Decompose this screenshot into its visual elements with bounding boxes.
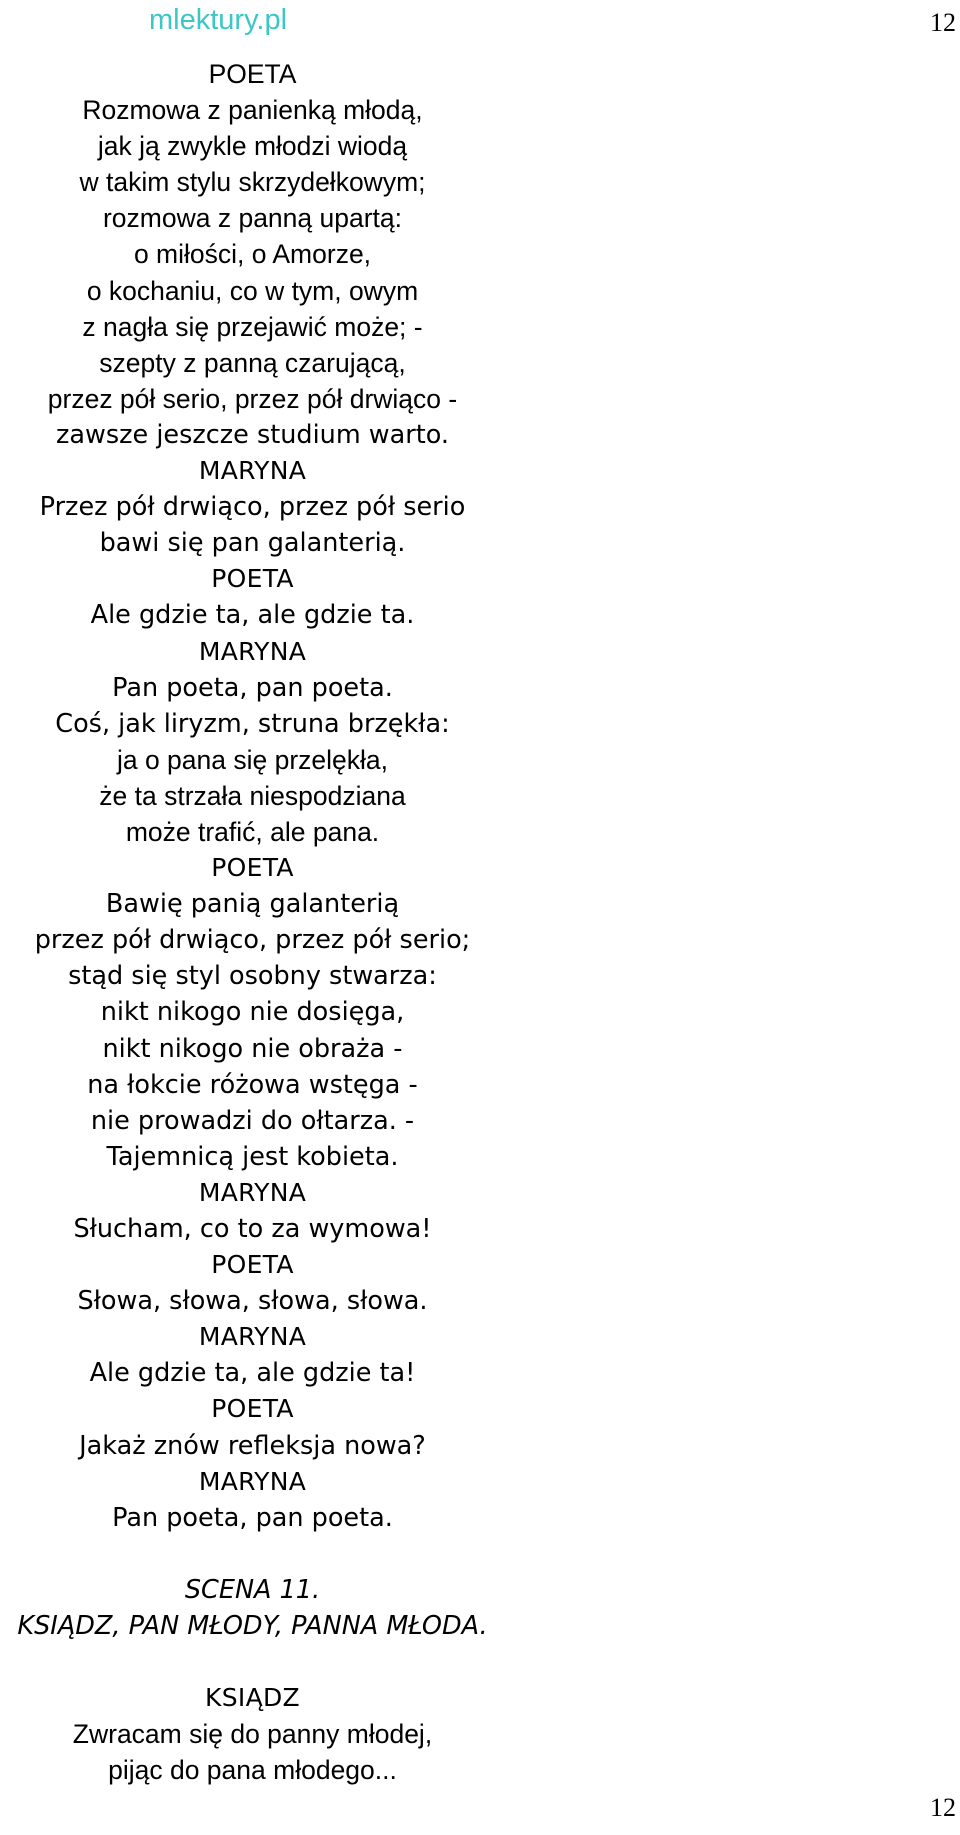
page-number-top: 12 (930, 8, 956, 37)
verse-line: Jakaż znów refleksja nowa? (79, 1430, 426, 1461)
verse-line: z nagła się przejawić może; - (82, 311, 423, 342)
scene-heading: SCENA 11. (184, 1574, 321, 1605)
speaker-name: POETA (211, 1250, 294, 1280)
verse-line: Rozmowa z panienką młodą, (82, 95, 423, 126)
verse-line: na łokcie różowa wstęga - (87, 1069, 418, 1100)
verse-line: pijąc do pana młodego... (108, 1755, 397, 1786)
verse-line: w takim stylu skrzydełkowym; (79, 167, 426, 198)
verse-line: zawsze jeszcze studium warto. (55, 419, 450, 450)
verse-line: Ale gdzie ta, ale gdzie ta! (89, 1358, 416, 1389)
verse-line: Przez pół drwiąco, przez pół serio (39, 492, 466, 523)
verse-line: Bawię panią galanterią (105, 889, 400, 920)
verse-line: może trafić, ale pana. (125, 816, 380, 847)
verse-line: ja o pana się przelękła, (116, 744, 389, 775)
verse-line: Pan poeta, pan poeta. (112, 672, 393, 703)
speaker-name: KSIĄDZ (205, 1683, 300, 1713)
speaker-name: MARYNA (198, 636, 307, 666)
verse-line: stąd się styl osobny stwarza: (68, 961, 437, 992)
verse-line: Ale gdzie ta, ale gdzie ta. (90, 600, 415, 631)
verse-line: jak ją zwykle młodzi wiodą (97, 131, 408, 162)
verse-line: że ta strzała niespodziana (99, 780, 406, 811)
verse-line: Coś, jak liryzm, struna brzękła: (55, 708, 450, 739)
verse-line: o miłości, o Amorze, (133, 239, 372, 270)
verse-line: nie prowadzi do ołtarza. - (90, 1105, 415, 1136)
blank-line (0, 1536, 505, 1572)
verse-line: nikt nikogo nie obraża - (102, 1033, 403, 1064)
scene-heading: KSIĄDZ, PAN MŁODY, PANNA MŁODA. (17, 1610, 488, 1641)
verse-line: przez pół serio, przez pół drwiąco - (47, 383, 458, 414)
site-link[interactable]: mlektury.pl (149, 4, 288, 36)
verse-line: Słowa, słowa, słowa, słowa. (77, 1286, 428, 1317)
speaker-name: POETA (211, 853, 294, 883)
verse-line: Zwracam się do panny młodej, (72, 1719, 433, 1750)
page-number-bottom: 12 (930, 1793, 956, 1822)
speaker-name: MARYNA (198, 1177, 307, 1207)
speaker-name: MARYNA (198, 1466, 307, 1496)
speaker-name: MARYNA (198, 1322, 307, 1352)
verse-line: przez pół drwiąco, przez pół serio; (34, 925, 471, 956)
drama-text-column (0, 56, 505, 1788)
speaker-name: POETA (211, 1394, 294, 1424)
verse-line: Słucham, co to za wymowa! (73, 1214, 432, 1244)
verse-line: szepty z panną czarującą, (99, 347, 406, 378)
verse-line: bawi się pan galanterią. (99, 528, 406, 559)
verse-line: Tajemnicą jest kobieta. (106, 1141, 399, 1172)
verse-line: Pan poeta, pan poeta. (112, 1502, 393, 1533)
verse-line: POETA (208, 59, 297, 89)
blank-line (0, 1644, 505, 1680)
speaker-name: MARYNA (198, 456, 307, 486)
verse-line: o kochaniu, co w tym, owym (86, 275, 419, 306)
verse-line: rozmowa z panną upartą: (102, 203, 403, 234)
verse-line: nikt nikogo nie dosięga, (100, 997, 405, 1028)
speaker-name: POETA (211, 564, 294, 594)
